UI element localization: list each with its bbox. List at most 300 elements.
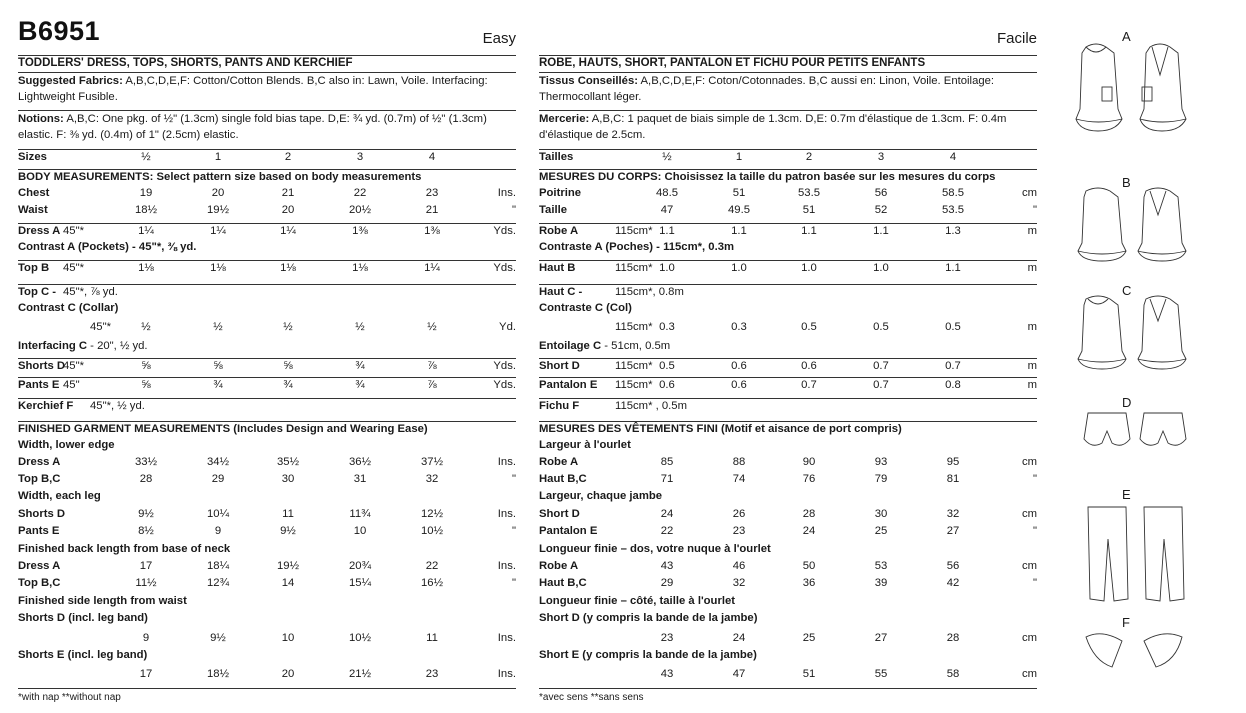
notions-text: A,B,C: 1 paquet de biais simple de 1.3cm. D,E: 0.7m d'élastique de 1.3cm. F: 0.4m d'élastique de 2.5cm. (539, 113, 1007, 141)
row-label: Short D (y compris la bande de la jambe) (539, 612, 758, 624)
cell: 24 (660, 508, 674, 520)
table-row (18, 576, 516, 593)
cell: 1.1 (731, 225, 747, 237)
row-label: Haut B,C (539, 473, 587, 485)
unit: " (511, 577, 516, 589)
cell: 22 (353, 187, 367, 199)
top-c-illustration (1074, 293, 1194, 383)
cell: ⅝ (213, 360, 223, 372)
cell: 1.1 (945, 262, 961, 274)
cell: 27 (946, 525, 960, 537)
garment-illustrations (1060, 25, 1246, 685)
cell: 9½ (210, 632, 226, 644)
row-label: Haut B (539, 262, 576, 274)
table-row (18, 667, 516, 684)
view-label: F (1122, 615, 1130, 630)
table-row (18, 438, 516, 455)
table-row (18, 559, 516, 576)
row-label: Largeur, chaque jambe (539, 490, 663, 502)
size-cell: 4 (428, 151, 436, 163)
view-label: D (1122, 395, 1132, 410)
fabric-width: 115cm*, 0.8m (615, 286, 684, 298)
cell: 55 (874, 668, 888, 680)
row-label: Pantalon E (539, 525, 598, 537)
notions (18, 110, 516, 148)
cell: 10¼ (207, 508, 229, 520)
pants-e-illustration (1082, 503, 1192, 613)
cell: ½ (141, 321, 151, 333)
row-label: Top B,C (18, 577, 61, 589)
cell: 0.6 (731, 379, 747, 391)
suggested-fabrics (18, 72, 516, 110)
notions-text: A,B,C: One pkg. of ½" (1.3cm) single fold bias tape. D,E: ¾ yd. (0.7m) of ½" (1.3cm) elastic. F: ⅜ yd. (0.4m) of 1" (2.5cm) elastic. (18, 113, 487, 141)
cell: ⅞ (427, 360, 437, 372)
cell: ¾ (355, 379, 365, 391)
row-label: Robe A (539, 456, 579, 468)
footnote: *with nap **without nap (18, 692, 121, 703)
fabric-width: 115cm* (615, 379, 653, 391)
cell: 16½ (421, 577, 443, 589)
cell: ½ (427, 321, 437, 333)
finished-heading (18, 421, 516, 438)
table-row (539, 559, 1037, 576)
cell: 81 (946, 473, 960, 485)
cell: 9½ (280, 525, 296, 537)
cell: 20 (211, 187, 225, 199)
cell: 1.1 (801, 225, 817, 237)
row-label: Dress A (18, 225, 61, 237)
cell: 10½ (421, 525, 443, 537)
cell: 46 (732, 560, 746, 572)
table-row (18, 455, 516, 472)
cell: 15¼ (349, 577, 371, 589)
unit: m (1027, 379, 1037, 391)
size-cell: 4 (949, 151, 957, 163)
row-label: Haut C - (539, 286, 583, 298)
table-row (539, 301, 1037, 318)
interfacing-label: Entoilage C (539, 340, 602, 352)
cell: 30 (281, 473, 295, 485)
size-cell: 1 (214, 151, 222, 163)
unit: cm (1021, 632, 1037, 644)
table-row (18, 611, 516, 628)
cell: 12¾ (207, 577, 229, 589)
row-label: Pants E (18, 379, 60, 391)
table-row (18, 223, 516, 240)
cell: 11 (426, 632, 438, 644)
body-measurements-heading (18, 169, 516, 186)
table-row (539, 631, 1037, 648)
unit: m (1027, 225, 1037, 237)
cell: 32 (946, 508, 960, 520)
cell: ½ (283, 321, 293, 333)
fabric-width: 45"* (63, 360, 84, 372)
table-row (18, 203, 516, 220)
fabrics-text: A,B,C,D,E,F: Coton/Cotonnades. B,C aussi en: Linon, Voile. Entoilage: Thermocollant léger. (539, 75, 995, 103)
shorts-d-illustration (1082, 409, 1192, 455)
table-row (539, 260, 1037, 277)
row-label: Pantalon E (539, 379, 598, 391)
row-label: Robe A (539, 560, 579, 572)
cell: ⅞ (427, 379, 437, 391)
fabric-width: 115cm* (615, 262, 653, 274)
table-row (539, 542, 1037, 559)
cell: 43 (660, 668, 674, 680)
table-row (18, 377, 516, 394)
cell: 50 (802, 560, 816, 572)
cell: 0.3 (659, 321, 675, 333)
unit: Yd. (499, 321, 516, 333)
cell: 32 (732, 577, 746, 589)
cell: 1¼ (210, 225, 226, 237)
table-row (539, 358, 1037, 375)
row-label: Shorts D (incl. leg band) (18, 612, 148, 624)
size-cell: 2 (284, 151, 292, 163)
fabric-width: 45"* (90, 321, 111, 333)
cell: 20½ (349, 204, 371, 216)
unit: m (1027, 262, 1037, 274)
cell: 30 (874, 508, 888, 520)
cell: 23 (732, 525, 746, 537)
cell: 9½ (138, 508, 154, 520)
row-label: Contraste A (Poches) - 115cm*, 0.3m (539, 241, 735, 253)
pattern-number: B6951 (18, 16, 101, 46)
cell: 0.6 (731, 360, 747, 372)
section-heading: FINISHED GARMENT MEASUREMENTS (Includes Design and Wearing Ease) (18, 423, 428, 435)
table-row (18, 507, 516, 524)
table-row (18, 284, 516, 301)
interfacing-label: Interfacing C (18, 340, 88, 352)
cell: ½ (213, 321, 223, 333)
fabric-width: 45"* (63, 225, 84, 237)
footnote: *avec sens **sans sens (539, 692, 644, 703)
cell: 1.0 (659, 262, 675, 274)
cell: 1.0 (801, 262, 817, 274)
sizes-row (18, 149, 516, 166)
size-cell: 3 (356, 151, 364, 163)
cell: 0.5 (873, 321, 889, 333)
cell: 0.3 (731, 321, 747, 333)
row-label: Contrast A (Pockets) - 45"*, ⅜ yd. (18, 241, 197, 253)
cell: 42 (946, 577, 960, 589)
body-measurements-heading (539, 169, 1037, 186)
row-label: Contrast C (Collar) (18, 302, 119, 314)
size-cell: ½ (662, 151, 672, 163)
cell: 0.7 (801, 379, 817, 391)
fabric-width: 115cm* (615, 321, 653, 333)
cell: 0.7 (945, 360, 961, 372)
cell: 51 (802, 204, 816, 216)
cell: 1.1 (659, 225, 675, 237)
cell: 47 (732, 668, 746, 680)
cell: 74 (732, 473, 746, 485)
row-label: Shorts E (incl. leg band) (18, 649, 148, 661)
cell: ¾ (283, 379, 293, 391)
cell: 27 (874, 632, 888, 644)
cell: 48.5 (656, 187, 678, 199)
cell: 11¾ (349, 508, 371, 520)
unit: Ins. (497, 508, 516, 520)
interfacing-text: - 51cm, 0.5m (601, 340, 671, 352)
row-label: Haut B,C (539, 577, 587, 589)
cell: 31 (353, 473, 367, 485)
row-label: Dress A (18, 456, 61, 468)
cell: ¾ (213, 379, 223, 391)
unit: Yds. (493, 360, 516, 372)
table-row (18, 260, 516, 277)
cell: 71 (660, 473, 674, 485)
table-row (18, 594, 516, 611)
unit: Ins. (497, 456, 516, 468)
cell: ⅝ (141, 379, 151, 391)
row-label: Top B (18, 262, 50, 274)
table-row (539, 284, 1037, 301)
cell: 21 (425, 204, 439, 216)
cell: 32 (425, 473, 439, 485)
cell: 10½ (349, 632, 371, 644)
table-row (539, 398, 1037, 415)
cell: 95 (946, 456, 960, 468)
table-row (539, 576, 1037, 593)
table-row (539, 339, 1037, 356)
table-row (18, 358, 516, 375)
unit: " (511, 525, 516, 537)
unit: " (1032, 525, 1037, 537)
cell: 0.5 (801, 321, 817, 333)
table-row (539, 611, 1037, 628)
cell: 28 (946, 632, 960, 644)
table-row (539, 667, 1037, 684)
cell: 20¾ (349, 560, 371, 572)
unit: cm (1021, 456, 1037, 468)
notions (539, 110, 1037, 148)
cell: 20 (281, 668, 295, 680)
bottom-rule (539, 688, 1037, 689)
interfacing-text: - 20", ½ yd. (87, 340, 148, 352)
row-label: Dress A (18, 560, 61, 572)
row-label: Short D (539, 360, 580, 372)
cell: 53 (874, 560, 888, 572)
row-label: Top B,C (18, 473, 61, 485)
cell: 18½ (135, 204, 157, 216)
cell: 19½ (207, 204, 229, 216)
table-row (18, 186, 516, 203)
cell: 1¼ (138, 225, 154, 237)
cell: 17 (139, 560, 153, 572)
cell: 23 (660, 632, 674, 644)
cell: 22 (425, 560, 439, 572)
cell: 36½ (349, 456, 371, 468)
row-label: Finished back length from base of neck (18, 543, 231, 555)
cell: 29 (211, 473, 225, 485)
row-label: Top C - (18, 286, 57, 298)
unit: cm (1021, 508, 1037, 520)
table-row (539, 507, 1037, 524)
cell: ½ (355, 321, 365, 333)
fabric-width: 45"* (63, 262, 84, 274)
row-label (18, 340, 148, 352)
table-row (539, 240, 1037, 257)
unit: " (1032, 577, 1037, 589)
cell: 1.3 (945, 225, 961, 237)
unit: cm (1021, 560, 1037, 572)
row-label: Short D (539, 508, 580, 520)
cell: 39 (874, 577, 888, 589)
cell: 10 (281, 632, 295, 644)
cell: 1⅛ (210, 262, 226, 274)
table-row (18, 240, 516, 257)
cell: 18¼ (207, 560, 229, 572)
cell: 36 (802, 577, 816, 589)
cell: 19 (139, 187, 153, 199)
cell: 0.5 (945, 321, 961, 333)
fabric-width: 45" (63, 379, 80, 391)
cell: 28 (139, 473, 153, 485)
fabric-width: 115cm* , 0.5m (615, 400, 687, 412)
row-label: Poitrine (539, 187, 582, 199)
cell: ⅝ (141, 360, 151, 372)
row-label: Taille (539, 204, 568, 216)
table-row (539, 186, 1037, 203)
cell: 1⅜ (424, 225, 440, 237)
row-label: Largeur à l'ourlet (539, 439, 631, 451)
view-label: E (1122, 487, 1131, 502)
kerchief-f-illustration (1082, 627, 1192, 677)
unit: Ins. (497, 560, 516, 572)
cell: 93 (874, 456, 888, 468)
notions-label: Notions: (18, 113, 64, 125)
fabrics-label: Tissus Conseillés: (539, 75, 638, 87)
table-row (18, 489, 516, 506)
cell: 1⅛ (138, 262, 154, 274)
table-row (18, 631, 516, 648)
row-label: Longueur finie – côté, taille à l'ourlet (539, 595, 736, 607)
unit: " (511, 473, 516, 485)
cell: 1⅛ (352, 262, 368, 274)
fabric-width: 115cm* (615, 360, 653, 372)
cell: 0.7 (873, 379, 889, 391)
size-cell: 1 (735, 151, 743, 163)
notions-label: Mercerie: (539, 113, 590, 125)
cell: 53.5 (942, 204, 964, 216)
cell: 58.5 (942, 187, 964, 199)
cell: 43 (660, 560, 674, 572)
cell: 56 (874, 187, 888, 199)
cell: 52 (874, 204, 888, 216)
section-heading: MESURES DU CORPS: Choisissez la taille du patron basée sur les mesures du corps (539, 171, 996, 183)
row-label: Short E (y compris la bande de la jambe) (539, 649, 757, 661)
section-heading: BODY MEASUREMENTS: Select pattern size based on body measurements (18, 171, 422, 183)
cell: 25 (802, 632, 816, 644)
unit: Ins. (497, 632, 516, 644)
fabrics-text: A,B,C,D,E,F: Cotton/Cotton Blends. B,C also in: Lawn, Voile. Interfacing: Lightweight Fusible. (18, 75, 488, 103)
cell: 76 (802, 473, 816, 485)
cell: 26 (732, 508, 746, 520)
cell: 19½ (277, 560, 299, 572)
unit: Ins. (497, 668, 516, 680)
unit: m (1027, 321, 1037, 333)
row-label: Kerchief F (18, 400, 74, 412)
cell: 21 (281, 187, 295, 199)
cell: 85 (660, 456, 674, 468)
cell: 1⅛ (280, 262, 296, 274)
cell: 56 (946, 560, 960, 572)
difficulty-level: Easy (482, 30, 516, 47)
unit: m (1027, 360, 1037, 372)
cell: ⅝ (283, 360, 293, 372)
cell: 0.7 (873, 360, 889, 372)
cell: 1.0 (731, 262, 747, 274)
unit: " (511, 204, 516, 216)
sizes-row (539, 149, 1037, 166)
unit: " (1032, 204, 1037, 216)
cell: 11 (282, 508, 294, 520)
row-label: Shorts D (18, 508, 66, 520)
unit: Yds. (493, 225, 516, 237)
cell: 9 (142, 632, 150, 644)
cell: 11½ (135, 577, 157, 589)
top-b-illustration (1074, 185, 1194, 275)
table-row (18, 472, 516, 489)
cell: 33½ (135, 456, 157, 468)
cell: 51 (802, 668, 816, 680)
cell: 10 (353, 525, 367, 537)
cell: 18½ (207, 668, 229, 680)
cell: 24 (732, 632, 746, 644)
cell: 24 (802, 525, 816, 537)
cell: 47 (660, 204, 674, 216)
cell: 14 (281, 577, 295, 589)
cell: 0.6 (659, 379, 675, 391)
cell: 53.5 (798, 187, 820, 199)
view-label: A (1122, 29, 1131, 44)
table-row (539, 472, 1037, 489)
cell: 23 (425, 187, 439, 199)
row-label: Width, lower edge (18, 439, 115, 451)
pattern-title: ROBE, HAUTS, SHORT, PANTALON ET FICHU POUR PETITS ENFANTS (539, 55, 1037, 70)
row-label: Waist (18, 204, 48, 216)
cell: 79 (874, 473, 888, 485)
unit: " (1032, 473, 1037, 485)
unit: cm (1021, 668, 1037, 680)
table-row (18, 339, 516, 356)
unit: Ins. (497, 187, 516, 199)
cell: 37½ (421, 456, 443, 468)
row-label: Chest (18, 187, 50, 199)
suggested-fabrics (539, 72, 1037, 110)
size-cell: ½ (141, 151, 151, 163)
unit: Yds. (493, 379, 516, 391)
size-cell: 2 (805, 151, 813, 163)
cell: 21½ (349, 668, 371, 680)
table-row (539, 203, 1037, 220)
cell: 0.5 (659, 360, 675, 372)
cell: 88 (732, 456, 746, 468)
table-row (539, 524, 1037, 541)
row-label: Longueur finie – dos, votre nuque à l'ourlet (539, 543, 771, 555)
dress-a-illustration (1068, 39, 1198, 151)
row-label: Pants E (18, 525, 60, 537)
fabrics-label: Suggested Fabrics: (18, 75, 123, 87)
bottom-rule (18, 688, 516, 689)
table-row (539, 594, 1037, 611)
row-label: Finished side length from waist (18, 595, 187, 607)
cell: 58 (946, 668, 960, 680)
row-label: Contraste C (Col) (539, 302, 632, 314)
table-row (539, 648, 1037, 665)
row-label (539, 340, 670, 352)
table-row (539, 320, 1037, 337)
